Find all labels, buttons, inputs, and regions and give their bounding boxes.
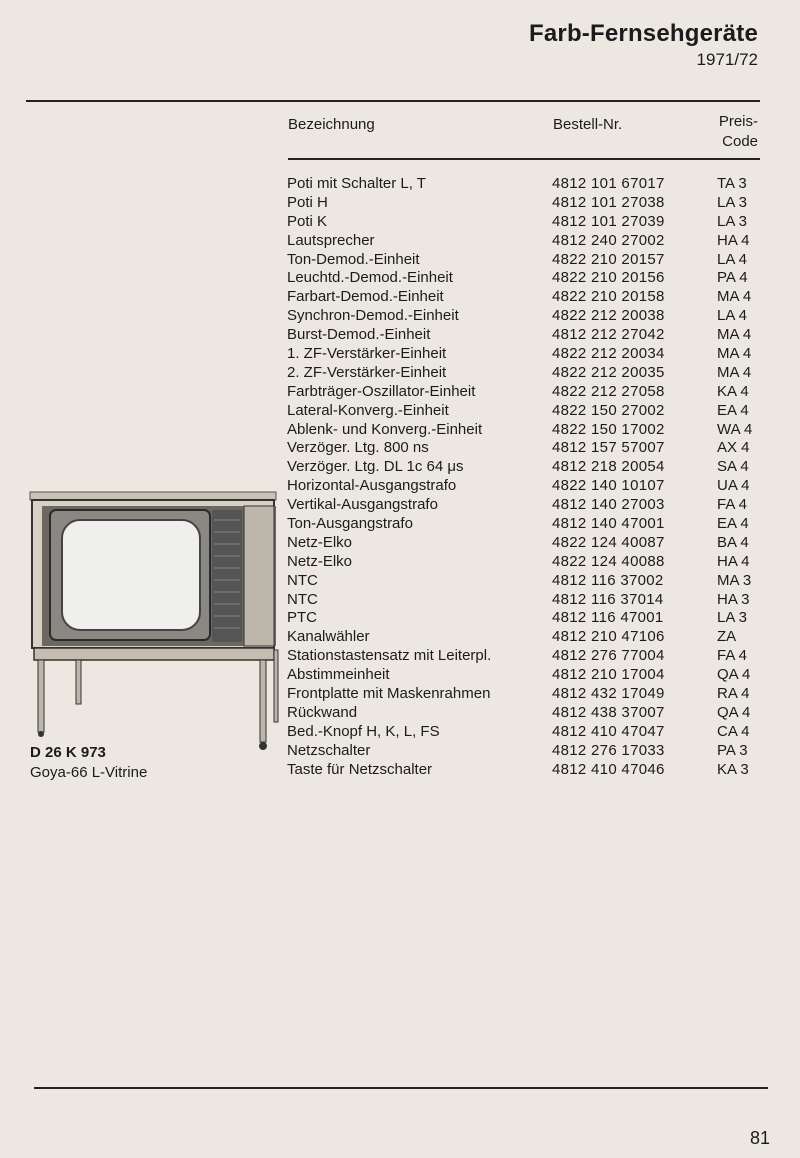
- part-order-number: 4812 140 47001: [552, 515, 665, 533]
- part-order-number: 4812 218 20054: [552, 458, 665, 476]
- part-name: Bed.-Knopf H, K, L, FS: [287, 722, 440, 740]
- part-price-code: EA 4: [717, 401, 749, 419]
- part-order-number: 4822 210 20156: [552, 269, 665, 287]
- tv-cabinet-image: [28, 490, 280, 752]
- top-divider: [26, 100, 760, 102]
- part-name: Vertikal-Ausgangstrafo: [287, 496, 438, 514]
- part-order-number: 4812 438 37007: [552, 703, 665, 721]
- part-name: PTC: [287, 609, 317, 627]
- part-price-code: SA 4: [717, 458, 749, 476]
- part-order-number: 4812 157 57007: [552, 439, 665, 457]
- part-price-code: KA 3: [717, 760, 749, 778]
- part-price-code: FA 4: [717, 647, 748, 665]
- part-order-number: 4812 410 47047: [552, 722, 665, 740]
- page-title: Farb-Fernsehgeräte: [529, 20, 758, 47]
- part-name: NTC: [287, 571, 318, 589]
- part-name: Ton-Ausgangstrafo: [287, 515, 413, 533]
- table-row: [0, 420, 800, 439]
- column-header-bezeichnung: Bezeichnung: [288, 116, 375, 133]
- part-name: Netz-Elko: [287, 552, 353, 570]
- part-order-number: 4812 101 27039: [552, 212, 665, 230]
- part-name: NTC: [287, 590, 318, 608]
- part-price-code: ZA: [717, 628, 737, 646]
- table-row: [0, 212, 800, 231]
- part-name: Abstimmeinheit: [287, 666, 390, 684]
- part-price-code: EA 4: [717, 515, 749, 533]
- part-name: Stationstastensatz mit Leiterpl.: [287, 647, 492, 665]
- part-name: Poti mit Schalter L, T: [287, 175, 426, 192]
- part-order-number: 4812 101 67017: [552, 175, 665, 192]
- table-row: [0, 401, 800, 420]
- part-price-code: MA 4: [717, 345, 752, 363]
- table-row: [0, 363, 800, 382]
- part-order-number: 4822 124 40087: [552, 533, 665, 551]
- part-order-number: 4812 116 47001: [552, 609, 664, 627]
- part-name: Poti H: [287, 193, 328, 211]
- part-order-number: 4812 432 17049: [552, 685, 665, 703]
- part-name: Netz-Elko: [287, 533, 353, 551]
- part-price-code: QA 4: [717, 703, 751, 721]
- part-order-number: 4822 124 40088: [552, 552, 665, 570]
- table-row: [0, 268, 800, 287]
- part-price-code: FA 4: [717, 496, 748, 514]
- part-order-number: 4812 410 47046: [552, 760, 665, 778]
- part-name: Frontplatte mit Maskenrahmen: [287, 685, 491, 703]
- part-name: Leuchtd.-Demod.-Einheit: [287, 269, 453, 287]
- cabinet-name: Goya-66 L-Vitrine: [30, 764, 148, 781]
- part-price-code: HA 4: [717, 552, 750, 570]
- part-order-number: 4822 212 27058: [552, 382, 665, 400]
- part-price-code: UA 4: [717, 477, 750, 495]
- part-name: 2. ZF-Verstärker-Einheit: [287, 363, 447, 381]
- part-price-code: PA 4: [717, 269, 748, 287]
- part-order-number: 4822 140 10107: [552, 477, 665, 495]
- part-order-number: 4812 210 17004: [552, 666, 665, 684]
- page-year: 1971/72: [696, 50, 758, 69]
- part-price-code: WA 4: [717, 420, 753, 438]
- part-price-code: BA 4: [717, 533, 749, 551]
- part-price-code: QA 4: [717, 666, 751, 684]
- part-order-number: 4822 212 20034: [552, 345, 665, 363]
- column-header-bestell-nr: Bestell-Nr.: [553, 116, 623, 133]
- table-row: [0, 382, 800, 401]
- part-order-number: 4812 210 47106: [552, 628, 665, 646]
- part-name: Horizontal-Ausgangstrafo: [287, 477, 457, 495]
- part-name: 1. ZF-Verstärker-Einheit: [287, 345, 447, 363]
- part-order-number: 4812 276 77004: [552, 647, 665, 665]
- part-name: Farbträger-Oszillator-Einheit: [287, 382, 476, 400]
- part-price-code: HA 3: [717, 590, 750, 608]
- part-price-code: HA 4: [717, 231, 750, 249]
- part-order-number: 4812 101 27038: [552, 193, 665, 211]
- table-row: [0, 325, 800, 344]
- table-row: [0, 250, 800, 269]
- part-name: Farbart-Demod.-Einheit: [287, 288, 444, 306]
- part-order-number: 4822 212 20035: [552, 363, 665, 381]
- part-price-code: LA 3: [717, 609, 748, 627]
- part-order-number: 4822 150 27002: [552, 401, 665, 419]
- part-order-number: 4812 212 27042: [552, 326, 665, 344]
- table-row: [0, 457, 800, 476]
- part-price-code: MA 3: [717, 571, 752, 589]
- table-row: [0, 287, 800, 306]
- part-price-code: LA 3: [717, 193, 748, 211]
- part-price-code: RA 4: [717, 685, 750, 703]
- part-name: Lautsprecher: [287, 231, 375, 249]
- part-price-code: MA 4: [717, 363, 752, 381]
- column-header-preis-line2: Code: [722, 133, 758, 150]
- part-order-number: 4812 116 37002: [552, 571, 664, 589]
- part-order-number: 4822 150 17002: [552, 420, 665, 438]
- table-row: [0, 438, 800, 457]
- part-order-number: 4812 276 17033: [552, 741, 665, 759]
- part-price-code: LA 3: [717, 212, 748, 230]
- page-number: 81: [749, 1128, 770, 1148]
- part-price-code: KA 4: [717, 382, 749, 400]
- part-name: Verzöger. Ltg. 800 ns: [287, 439, 429, 457]
- part-price-code: PA 3: [717, 741, 748, 759]
- part-name: Ablenk- und Konverg.-Einheit: [287, 420, 483, 438]
- part-order-number: 4822 210 20158: [552, 288, 665, 306]
- table-row: [0, 306, 800, 325]
- part-price-code: AX 4: [717, 439, 750, 457]
- part-order-number: 4822 210 20157: [552, 250, 665, 268]
- part-order-number: 4812 116 37014: [552, 590, 664, 608]
- header-divider: [288, 158, 760, 160]
- part-name: Taste für Netzschalter: [287, 760, 433, 778]
- model-number: D 26 K 973: [30, 744, 106, 761]
- part-price-code: LA 4: [717, 307, 748, 325]
- part-order-number: 4812 240 27002: [552, 231, 665, 249]
- part-name: Lateral-Konverg.-Einheit: [287, 401, 449, 419]
- table-row: [0, 193, 800, 212]
- column-header-preis-code: [719, 112, 758, 152]
- part-price-code: MA 4: [717, 326, 752, 344]
- table-row: [0, 174, 800, 193]
- table-row: [0, 344, 800, 363]
- part-name: Netzschalter: [287, 741, 371, 759]
- table-row: [0, 231, 800, 250]
- part-name: Ton-Demod.-Einheit: [287, 250, 420, 268]
- part-price-code: MA 4: [717, 288, 752, 306]
- part-price-code: CA 4: [717, 722, 750, 740]
- part-price-code: LA 4: [717, 250, 748, 268]
- part-price-code: TA 3: [717, 175, 747, 192]
- bottom-divider: [34, 1087, 768, 1089]
- part-name: Rückwand: [287, 703, 358, 721]
- part-name: Poti K: [287, 212, 328, 230]
- part-name: Synchron-Demod.-Einheit: [287, 307, 459, 325]
- part-order-number: 4822 212 20038: [552, 307, 665, 325]
- part-name: Kanalwähler: [287, 628, 370, 646]
- part-name: Verzöger. Ltg. DL 1c 64 μs: [287, 458, 464, 476]
- part-name: Burst-Demod.-Einheit: [287, 326, 431, 344]
- part-order-number: 4812 140 27003: [552, 496, 665, 514]
- column-header-preis-line1: Preis-: [718, 113, 758, 130]
